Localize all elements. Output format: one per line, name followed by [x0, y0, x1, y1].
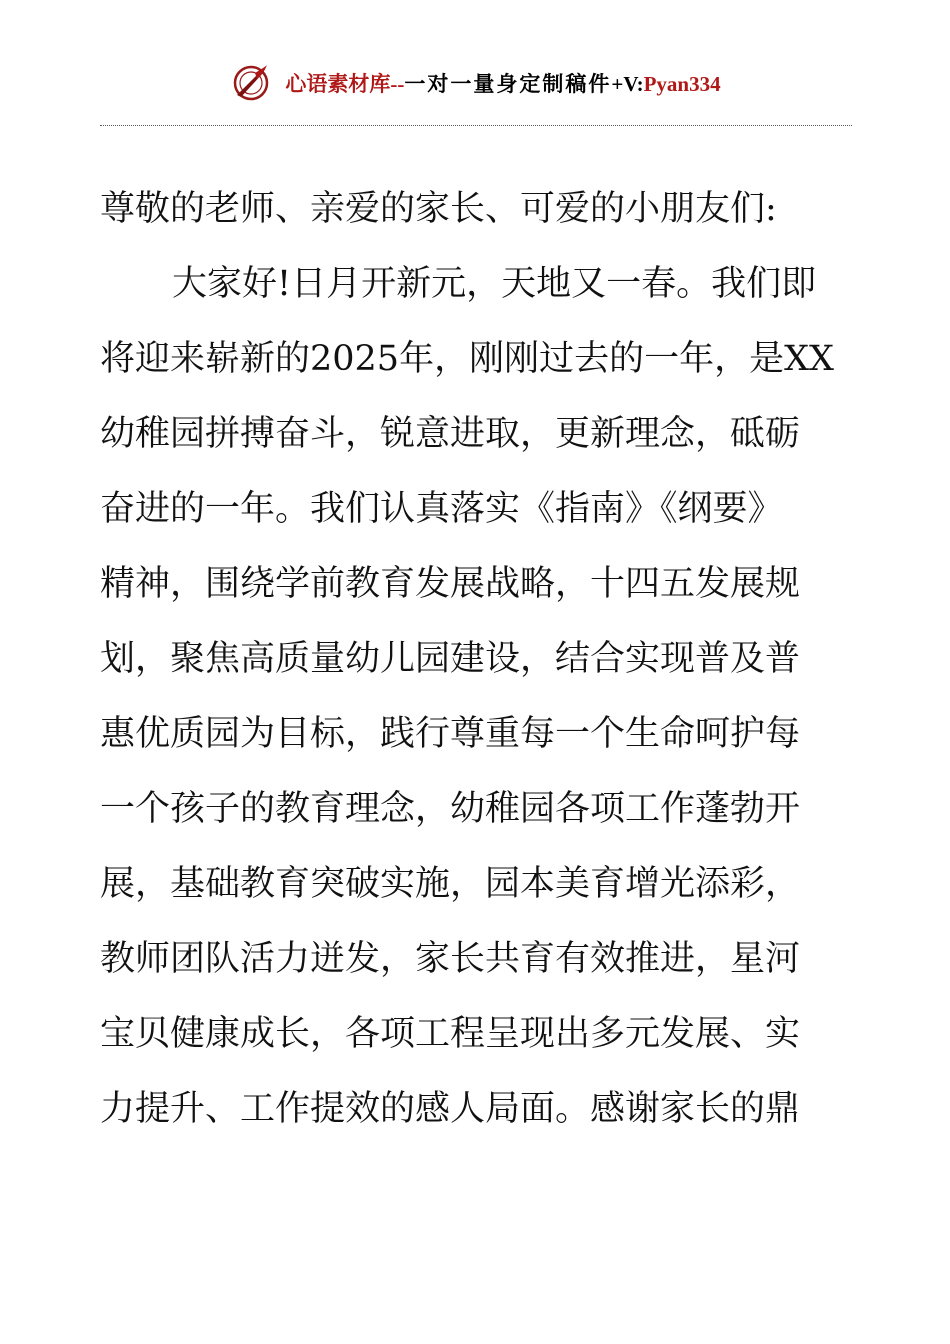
wechat-label: +V: — [611, 72, 644, 96]
paragraph-line: 奋进的一年。我们认真落实《指南》《纲要》 — [100, 489, 783, 529]
paragraph-line: 一个孩子的教育理念，幼稚园各项工作蓬勃开 — [100, 789, 801, 829]
paragraph-line: 宝贝健康成长，各项工程呈现出多元发展、实 — [100, 1014, 801, 1054]
salutation-line: 尊敬的老师、亲爱的家长、可爱的小朋友们: — [100, 189, 777, 229]
header-title — [285, 68, 720, 98]
paragraph-line: 将迎来崭新的2025年，刚刚过去的一年，是XX — [100, 339, 834, 379]
paragraph-line: 力提升、工作提效的感人局面。感谢家长的鼎 — [100, 1089, 801, 1129]
paragraph-line: 大家好!日月开新元，天地又一春。我们即 — [172, 264, 817, 304]
header-slogan: 一对一量身定制稿件 — [404, 72, 612, 96]
paragraph-line: 教师团队活力迸发，家长共育有效推进，星河 — [100, 939, 801, 979]
brand-name: 心语素材库 — [285, 72, 391, 96]
header-divider — [100, 125, 852, 126]
paragraph-line: 幼稚园拼搏奋斗，锐意进取，更新理念，砥砺 — [100, 414, 801, 454]
paragraph-line: 划，聚焦高质量幼儿园建设，结合实现普及普 — [100, 639, 801, 679]
paragraph-line: 展，基础教育突破实施，园本美育增光添彩， — [100, 864, 801, 904]
document-body — [100, 172, 860, 1147]
page-header — [100, 58, 852, 108]
paragraph-line: 惠优质园为目标，践行尊重每一个生命呵护每 — [100, 714, 801, 754]
wechat-id: Pyan334 — [643, 72, 721, 96]
header-separator: -- — [390, 72, 405, 96]
quill-pen-logo-icon — [231, 63, 271, 103]
paragraph-line: 精神，围绕学前教育发展战略，十四五发展规 — [100, 564, 801, 604]
